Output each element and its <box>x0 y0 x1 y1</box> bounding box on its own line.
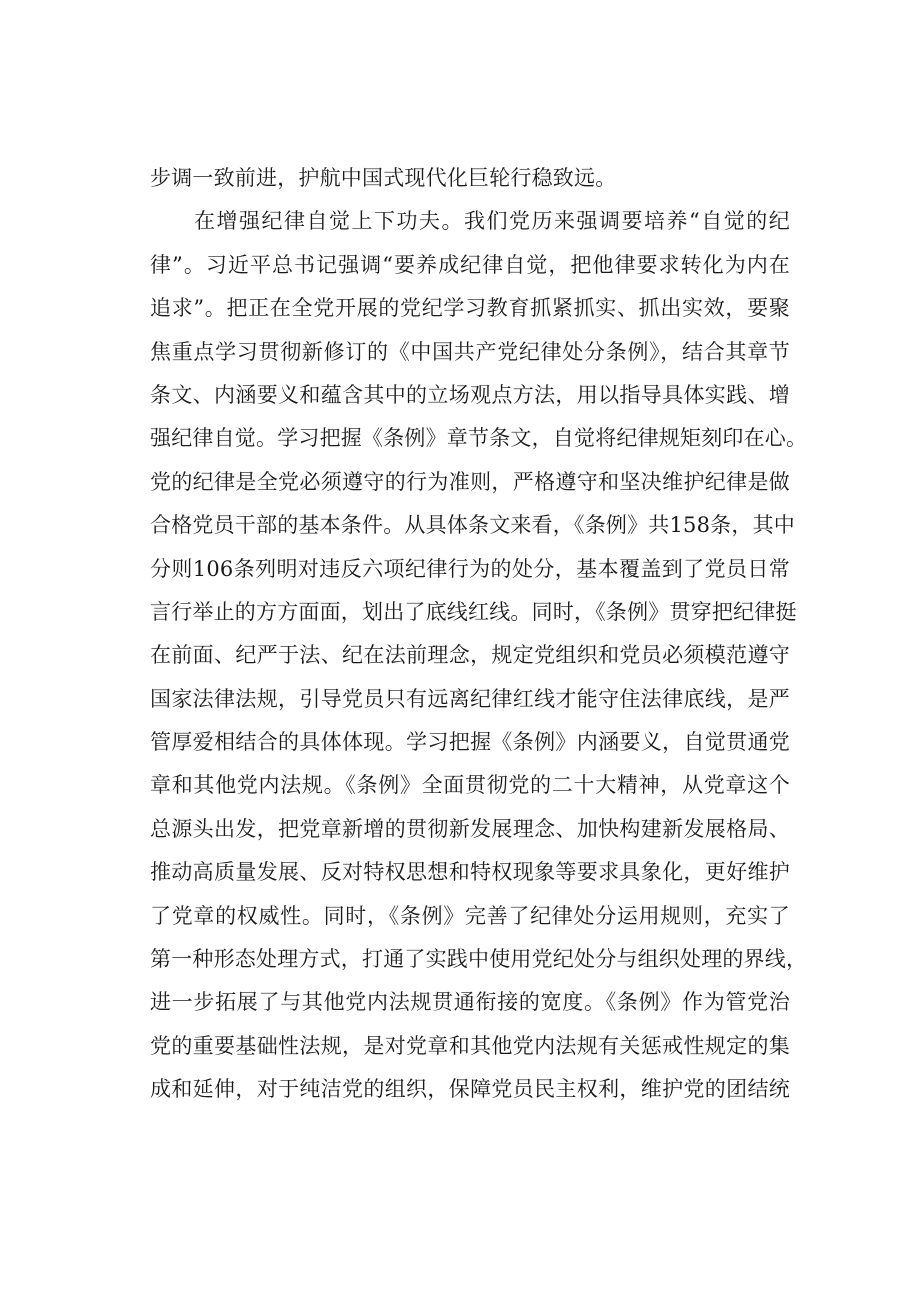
text-line: 合格党员干部的基本条件。从具体条文来看，《条例》共158条，其中 <box>150 513 795 538</box>
text-line: 推动高质量发展、反对特权思想和特权现象等要求具象化，更好维护 <box>150 860 790 885</box>
text-line: 成和延伸，对于纯洁党的组织，保障党员民主权利，维护党的团结统 <box>150 1077 790 1102</box>
text-line: 焦重点学习贯彻新修订的《中国共产党纪律处分条例》，结合其章节 <box>150 339 790 364</box>
text-line: 党的纪律是全党必须遵守的行为准则，严格遵守和坚决维护纪律是做 <box>150 469 790 494</box>
text-line: 党的重要基础性法规，是对党章和其他党内法规有关惩戒性规定的集 <box>150 1033 790 1058</box>
paragraph-first-line: 在增强纪律自觉上下功夫。我们党历来强调要培养“自觉的纪 <box>194 209 790 234</box>
text-line: 步调一致前进，护航中国式现代化巨轮行稳致远。 <box>150 166 617 190</box>
text-line: 分则106条列明对违反六项纪律行为的处分，基本覆盖到了党员日常 <box>150 556 790 581</box>
text-line: 章和其他党内法规。《条例》全面贯彻党的二十大精神，从党章这个 <box>150 773 790 798</box>
text-line: 了党章的权威性。同时，《条例》完善了纪律处分运用规则，充实了 <box>150 903 790 928</box>
body-text <box>150 157 808 1112</box>
text-line: 强纪律自觉。学习把握《条例》章节条文，自觉将纪律规矩刻印在心。 <box>150 426 808 451</box>
text-line: 总源头出发，把党章新增的贯彻新发展理念、加快构建新发展格局、 <box>150 816 790 841</box>
text-line: 条文、内涵要义和蕴含其中的立场观点方法，用以指导具体实践、增 <box>150 382 790 407</box>
text-line: 言行举止的方方面面，划出了底线红线。同时，《条例》贯穿把纪律挺 <box>150 599 797 624</box>
text-line: 第一种形态处理方式，打通了实践中使用党纪处分与组织处理的界线， <box>150 947 808 972</box>
text-line: 在前面、纪严于法、纪在法前理念，规定党组织和党员必须模范遵守 <box>150 643 790 668</box>
text-line: 管厚爱相结合的具体体现。学习把握《条例》内涵要义，自觉贯通党 <box>150 730 790 755</box>
text-line: 追求”。把正在全党开展的党纪学习教育抓紧抓实、抓出实效，要聚 <box>150 296 790 321</box>
text-line: 进一步拓展了与其他党内法规贯通衔接的宽度。《条例》作为管党治 <box>150 990 790 1015</box>
text-line: 国家法律法规，引导党员只有远离纪律红线才能守住法律底线，是严 <box>150 686 790 711</box>
text-line: 律”。习近平总书记强调“要养成纪律自觉，把他律要求转化为内在 <box>150 252 790 277</box>
